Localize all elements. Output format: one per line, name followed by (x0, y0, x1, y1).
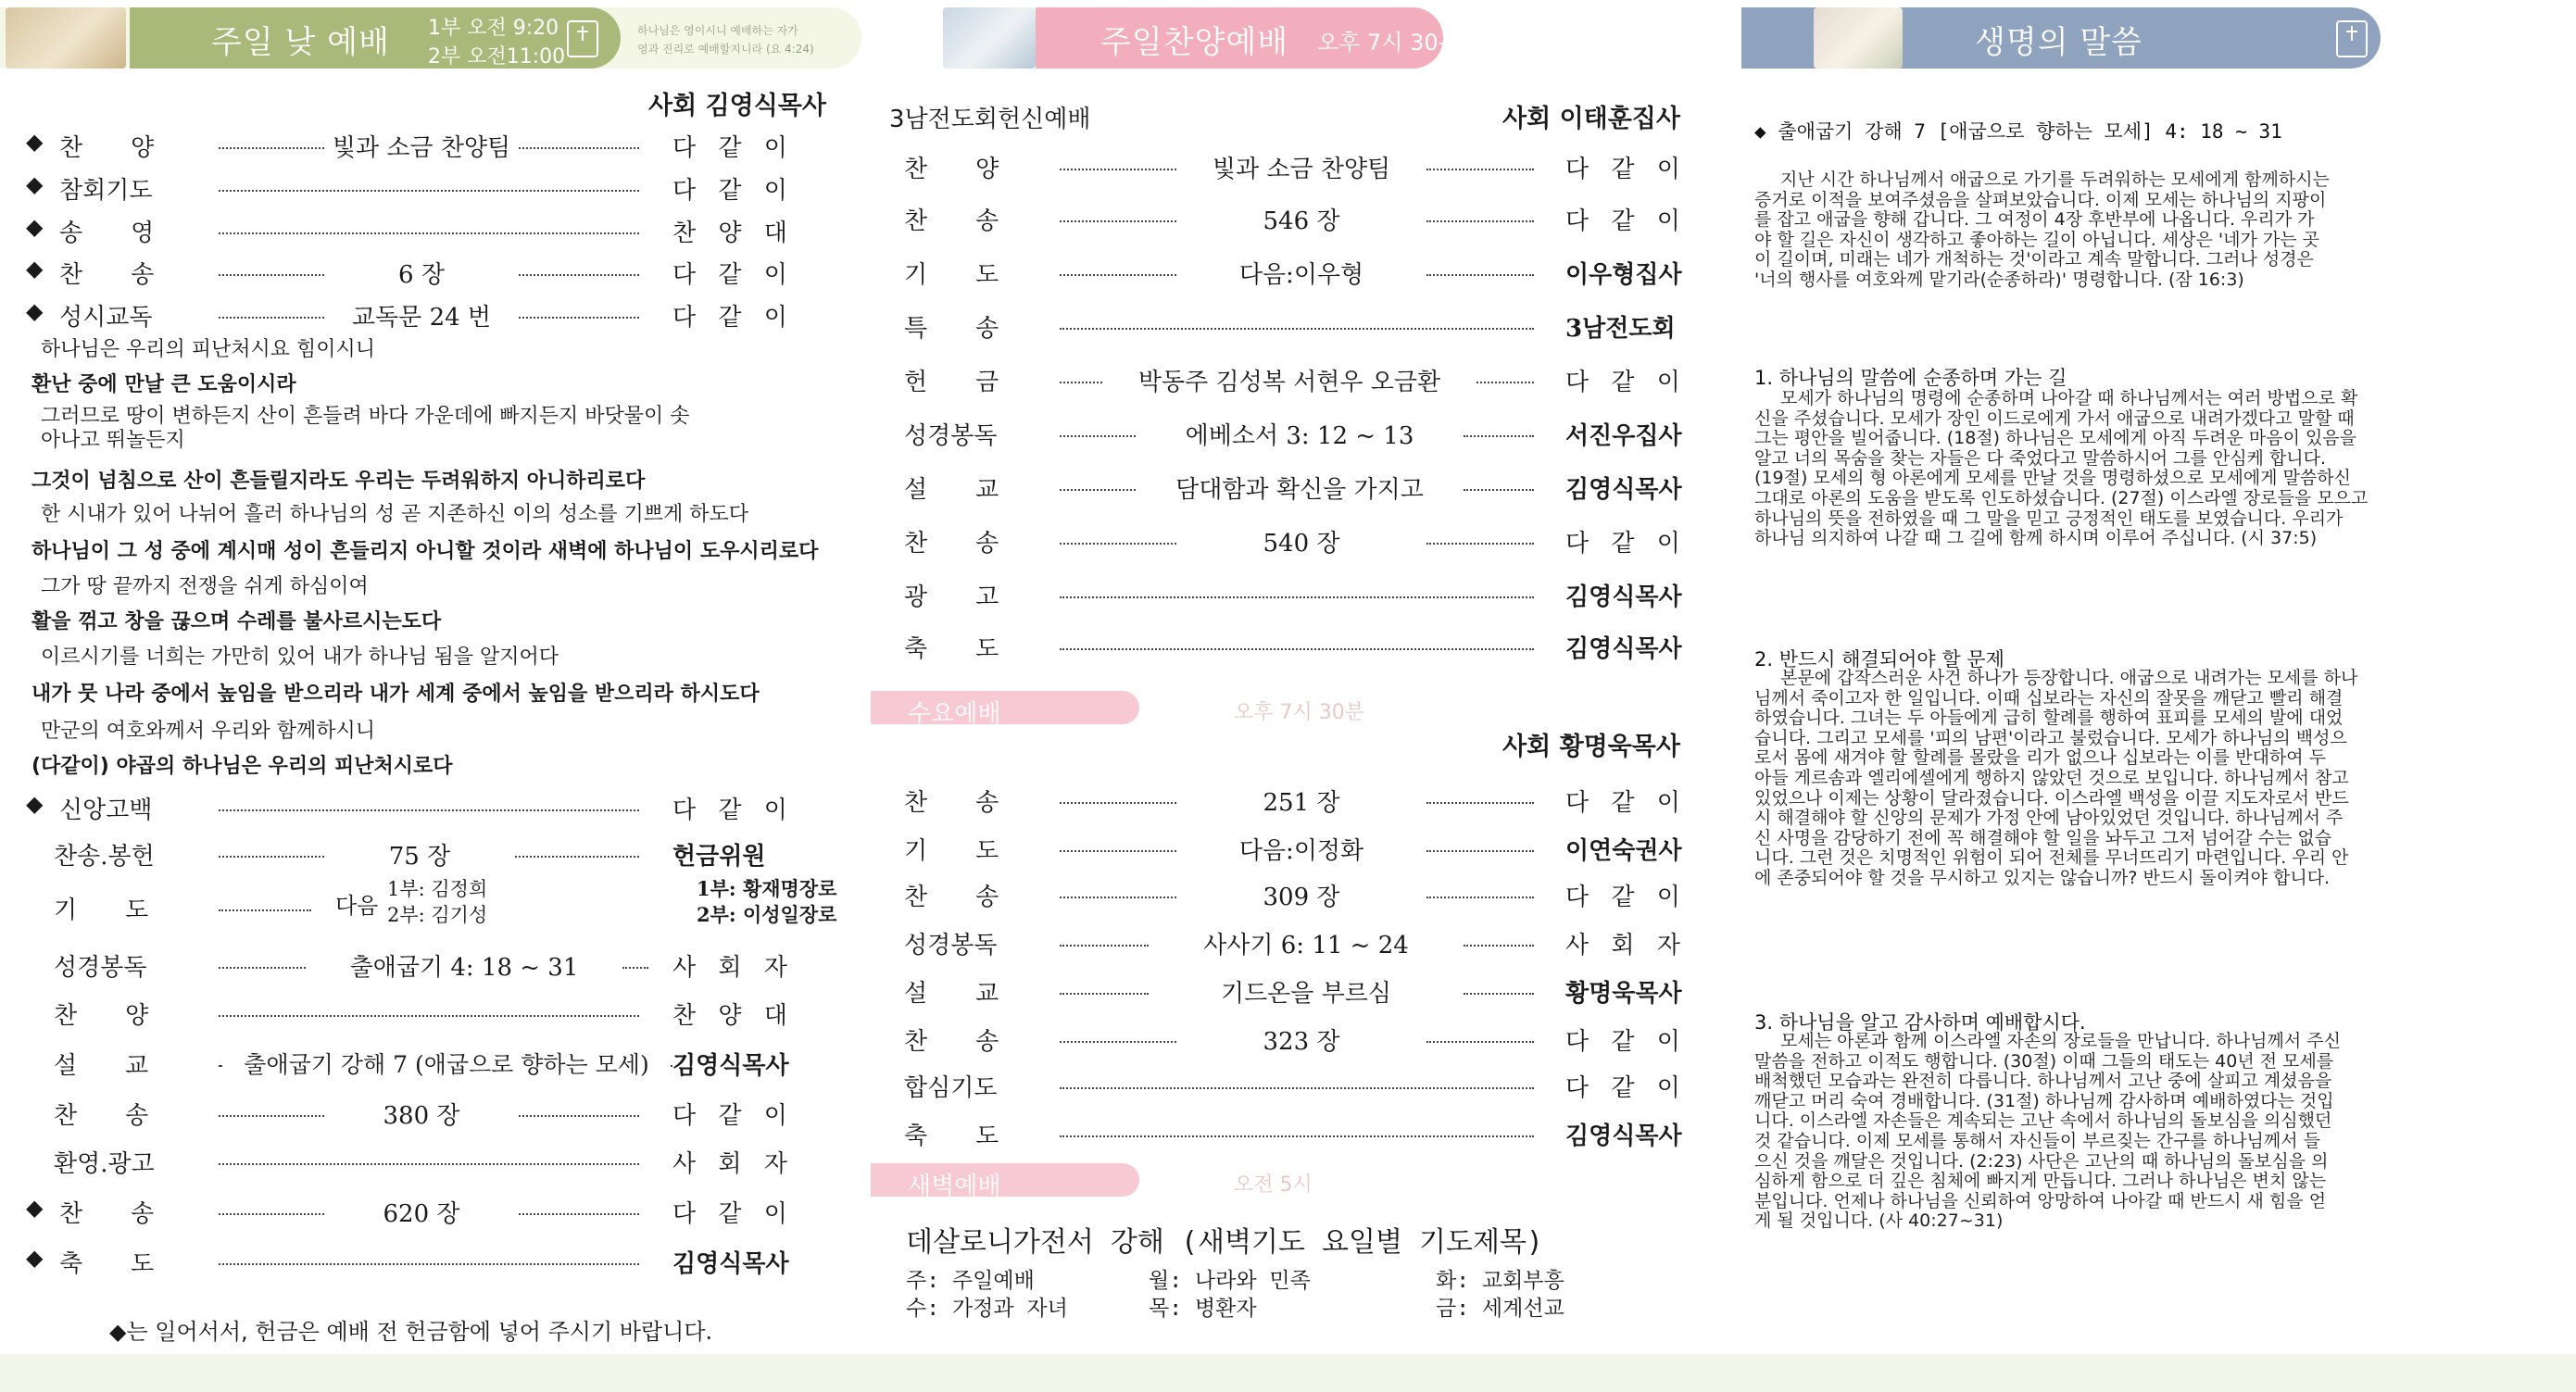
dot-leader (1476, 359, 1534, 383)
dot-leader (1426, 780, 1534, 804)
dawn-title: 새벽예배 (908, 1173, 1001, 1200)
order-content: 251 장 (1263, 789, 1340, 817)
sunday-evening-title: 주일찬양예배 (1100, 24, 1289, 61)
order-person: 다 같 이 (1565, 369, 1688, 396)
service-time-2: 2부 오전11:00 (428, 45, 566, 69)
diamond-mark: ◆ (26, 1195, 44, 1221)
order-row (0, 1191, 866, 1228)
sermon-line: 하나님 의지하여 나갈 때 그 길에 함께 하시며 이루어 주십니다. (시 37:5) (1754, 528, 2318, 549)
sermon-line: 에 존중되어야 할 것을 무시하고 있지는 않습니까? 반드시 돌이켜야 합니다. (1754, 868, 2331, 888)
order-content: 에베소서 3: 12 ~ 13 (1185, 422, 1414, 450)
order-person: 다 같 이 (672, 1102, 795, 1130)
order-person: 다 같 이 (672, 261, 795, 289)
dot-leader (1464, 413, 1534, 437)
dot-leader (1464, 922, 1534, 947)
order-person: 사 회 자 (672, 1150, 795, 1178)
dot-leader (1060, 146, 1176, 170)
order-label: 기 도 (904, 261, 999, 289)
dot-leader (1060, 626, 1534, 650)
dot-leader (1426, 828, 1534, 852)
dawn-time: 오전 5시 (1234, 1173, 1313, 1197)
order-label: 기 도 (54, 897, 149, 924)
dot-leader (219, 210, 639, 234)
dot-leader (219, 1191, 324, 1215)
order-row (0, 125, 866, 162)
responsive-line: 하나님이 그 성 중에 계시매 성이 흔들리지 아니할 것이라 새벽에 하나님이 도우시리로다 (31, 540, 819, 563)
order-content: 빛과 소금 찬양팀 (332, 134, 511, 162)
dot-leader (519, 252, 639, 276)
dot-leader (1426, 146, 1534, 170)
sermon-line: 있었으나 이제는 상황이 달라졌습니다. 이스라엘 백성을 이끌 지도자로서 반드 (1754, 787, 2349, 809)
order-row (871, 780, 1723, 817)
page-footer-band (0, 1354, 2576, 1392)
order-label: 환영.광고 (54, 1150, 155, 1178)
sermon-line: 분입니다. 언제나 하나님을 신뢰하여 앙망하여 나아갈 때 반드시 새 힘을 얻 (1754, 1190, 2327, 1211)
order-label: 찬 양 (54, 1002, 149, 1030)
order-label: 설 교 (54, 1052, 149, 1080)
order-person: 3남전도회 (1565, 315, 1676, 343)
point-1-title: 1. 하나님의 말씀에 순종하며 가는 길 (1754, 367, 2067, 389)
order-label: 축 도 (904, 1122, 999, 1150)
dot-leader (219, 887, 311, 911)
order-label: 축 도 (59, 1250, 155, 1278)
order-person: 다 같 이 (1565, 1028, 1688, 1056)
order-label: 송 영 (59, 219, 155, 247)
prayer-next-1: 1부: 김정희 (387, 878, 488, 900)
sermon-line: 이 길이며, 미래는 네가 개척하는 것'이라고 계속 말합니다. 그러나 성경은 (1754, 249, 2314, 270)
order-person: 사 회 자 (1565, 932, 1688, 959)
order-row (0, 787, 866, 824)
order-row (871, 520, 1723, 558)
order-content: 빛과 소금 찬양팀 (1212, 156, 1391, 183)
wednesday-section-header (871, 691, 1139, 728)
order-row (0, 210, 866, 247)
cross-photo (6, 7, 126, 69)
order-row (871, 874, 1723, 911)
dot-leader (219, 1141, 639, 1165)
order-content: 사사기 6: 11 ~ 24 (1203, 932, 1409, 959)
order-person: 김영식목사 (1565, 635, 1682, 663)
order-content: 6 장 (398, 261, 445, 289)
order-content: 기드온을 부르심 (1220, 980, 1392, 1008)
sermon-line: 신 사명을 감당하기 전에 꼭 해결해야 할 일을 놔두고 그저 넘어갈 수는 없습 (1754, 827, 2332, 848)
order-row (0, 834, 866, 871)
dot-leader (515, 834, 639, 858)
footnote: ◆는 일어서서, 헌금은 예배 전 헌금함에 넣어 주시기 바랍니다. (109, 1319, 713, 1345)
prayer-topic: 목: 병환자 (1149, 1297, 1257, 1321)
order-row (871, 828, 1723, 865)
dot-leader (219, 295, 324, 319)
dot-leader (219, 1093, 324, 1117)
order-label: 찬송.봉헌 (54, 843, 155, 871)
dot-leader (1060, 252, 1176, 276)
order-content: 546 장 (1263, 207, 1340, 235)
order-label: 찬 송 (904, 530, 999, 558)
order-row (871, 252, 1723, 289)
sunday-morning-column (0, 0, 866, 1392)
order-label: 헌 금 (904, 369, 999, 396)
sermon-line: 그대로 아론의 도움을 받도록 인도하셨습니다. (27절) 이스라엘 장로들을 모으고 (1754, 488, 2369, 508)
sermon-line: 하였습니다. 그녀는 두 아들에게 급히 할례를 행하여 표피를 모세의 발에 대었 (1754, 708, 2344, 729)
dot-leader (1060, 359, 1102, 383)
order-person: 다 같 이 (672, 304, 795, 332)
sermon-line: 아들 게르솜과 엘리에셀에게 행하지 않았던 것으로 보입니다. 하나님께서 참고 (1754, 768, 2349, 788)
order-label: 합심기도 (904, 1074, 998, 1102)
order-row (871, 413, 1723, 450)
dot-leader (1060, 1019, 1176, 1043)
responsive-line: 그가 땅 끝까지 전쟁을 쉬게 하심이여 (41, 575, 369, 598)
order-person: 다 같 이 (672, 134, 795, 162)
order-row (0, 1093, 866, 1130)
dot-leader (1464, 467, 1534, 491)
service-time-1: 1부 오전 9:20 (428, 17, 559, 40)
sermon-line: 배척했던 모습과는 완전히 다릅니다. 하나님께서 고난 중에 살피고 계셨음을 (1754, 1071, 2332, 1092)
header-verse-1: 하나님은 영이시니 예배하는 자가 (637, 24, 798, 37)
dot-leader (1426, 198, 1534, 222)
order-row (0, 295, 866, 332)
order-person: 다 같 이 (672, 796, 795, 824)
sermon-line: 신을 주셨습니다. 모세가 장인 이드로에게 가서 애굽으로 내려가겠다고 말할 때 (1754, 408, 2355, 429)
order-label: 찬 양 (59, 134, 155, 162)
responsive-line: (다같이) 야곱의 하나님은 우리의 피난처시로다 (31, 755, 453, 778)
dot-leader (1426, 874, 1534, 898)
sermon-line: (19절) 모세의 형 아론에게 모세를 만날 것을 명령하셨으로 모세에게 말씀하신 (1754, 468, 2351, 489)
order-person: 찬 양 대 (672, 1002, 795, 1030)
sermon-line: 알고 너의 목숨을 찾는 자들은 다 죽었다고 말씀하시어 그를 안심케 합니다. (1754, 447, 2327, 469)
order-label: 찬 송 (59, 261, 155, 289)
responsive-line: 내가 뭇 나라 중에서 높임을 받으리라 내가 세계 중에서 높임을 받으리라 하시도다 (31, 683, 760, 706)
sermon-line: 심하게 함으로 더 깊은 침체에 빠지게 만듭니다. 그러나 하나님은 변치 않는 (1754, 1171, 2327, 1192)
sermon-line: 증거로 이적을 보여주셨음을 살펴보았습니다. 이제 모세는 하나님의 지팡이 (1754, 189, 2327, 210)
order-row (0, 1043, 866, 1080)
order-person: 다 같 이 (1565, 530, 1688, 558)
order-label: 설 교 (904, 476, 999, 504)
prayer-topic: 주: 주일예배 (906, 1269, 1035, 1293)
dot-leader (219, 787, 639, 811)
dot-leader (1426, 1019, 1534, 1043)
order-person: 찬 양 대 (672, 219, 795, 247)
order-content: 540 장 (1263, 530, 1340, 558)
order-content: 다음:이정화 (1238, 837, 1364, 865)
dot-leader (519, 125, 639, 149)
dot-leader (1060, 780, 1176, 804)
sunday-morning-header (0, 7, 866, 69)
order-row (0, 1141, 866, 1178)
dot-leader (1060, 574, 1534, 598)
sunday-morning-title: 주일 낮 예배 (211, 24, 390, 61)
order-person: 김영식목사 (672, 1052, 789, 1080)
order-label: 찬 송 (904, 789, 999, 817)
responsive-line: 환난 중에 만날 큰 도움이시라 (31, 373, 296, 396)
sermon-line: 하나님의 뜻을 전하였을 때 그 말을 믿고 긍정적인 태도를 보였습니다. 우리가 (1754, 508, 2344, 529)
sermon-line: 모세는 아론과 함께 이스라엘 자손의 장로들을 만납니다. 하나님께서 주신 (1780, 1031, 2341, 1051)
order-row (871, 626, 1723, 663)
sermon-line: 본문에 갑작스러운 사건 하나가 등장합니다. 애굽으로 내려가는 모세를 하나 (1780, 668, 2358, 688)
order-content: 75 장 (388, 843, 451, 871)
responsive-line: 한 시내가 있어 나뉘어 흘러 하나님의 성 곧 지존하신 이의 성소를 기쁘게 하도다 (41, 503, 748, 526)
dot-leader (519, 1191, 639, 1215)
dot-leader (1060, 520, 1176, 545)
point-3-title: 3. 하나님을 알고 감사하며 예배합시다. (1754, 1011, 2086, 1034)
flower-photo (1814, 7, 1903, 69)
order-row (871, 146, 1723, 183)
dot-leader (1060, 971, 1149, 995)
sermon-heading: ◆ 출애굽기 강해 7 [애굽으로 향하는 모세] 4: 18 ~ 31 (1754, 120, 2282, 143)
prayer-topic: 화: 교회부흥 (1436, 1269, 1564, 1293)
order-row (871, 1065, 1723, 1102)
diamond-mark: ◆ (26, 214, 44, 240)
sermon-line: 으신 것을 깨달은 것입니다. (2:23) 사단은 고난의 때 하나님의 돌보심을 의 (1754, 1150, 2329, 1172)
diamond-mark: ◆ (26, 171, 44, 197)
order-person: 다 같 이 (1565, 789, 1688, 817)
wednesday-title: 수요예배 (908, 700, 1001, 728)
order-label: 설 교 (904, 980, 999, 1008)
hands-photo (943, 7, 1036, 69)
dot-leader (219, 1241, 639, 1265)
sermon-line: 그는 평안을 빌어줍니다. (18절) 하나님은 모세에게 아직 두려운 마음이 있음을 (1754, 428, 2357, 449)
order-person: 이우형집사 (1565, 261, 1682, 289)
responsive-line: 이르시기를 너희는 가만히 있어 내가 하나님 됨을 알지어다 (41, 646, 559, 669)
wednesday-presider: 사회 황명욱목사 (1502, 733, 1680, 761)
order-content: 다음:이우형 (1238, 261, 1364, 289)
dot-leader (219, 834, 324, 858)
order-row (871, 1019, 1723, 1056)
diamond-mark: ◆ (26, 129, 44, 155)
order-person: 김영식목사 (1565, 476, 1682, 504)
sunday-evening-column (871, 0, 1723, 1392)
church-icon (2336, 20, 2368, 57)
dot-leader (622, 945, 648, 969)
dawn-heading: 데살로니가전서 강해 (새벽기도 요일별 기도제목) (906, 1226, 1543, 1259)
dot-leader (1060, 467, 1136, 491)
prayer-leader-1: 1부: 황재명장로 (697, 877, 837, 900)
diamond-mark: ◆ (26, 791, 44, 817)
dot-leader (219, 945, 306, 969)
dot-leader (219, 125, 324, 149)
dot-leader (1060, 828, 1176, 852)
order-row (0, 993, 866, 1030)
order-label: 찬 송 (59, 1200, 155, 1228)
responsive-line: 하나님은 우리의 피난처시요 힘이시니 (41, 338, 376, 361)
order-label: 찬 양 (904, 156, 999, 183)
dot-leader (519, 295, 639, 319)
order-content: 380 장 (383, 1102, 460, 1130)
responsive-line: 그러므로 땅이 변하든지 산이 흔들려 바다 가운데에 빠지든지 바닷물이 솟 (41, 405, 690, 428)
dot-leader (1464, 971, 1534, 995)
sermon-line: 깨닫고 머리 숙여 경배합니다. (31절) 하나님께 감사하며 예배하였다는 것입 (1754, 1090, 2334, 1111)
responsive-line: 그것이 넘침으로 산이 흔들릴지라도 우리는 두려워하지 아니하리로다 (31, 470, 646, 493)
order-person: 다 같 이 (1565, 884, 1688, 911)
diamond-mark: ◆ (26, 1245, 44, 1271)
prayer-next: 다음 (335, 893, 379, 919)
word-of-life-column (1741, 0, 2576, 1392)
dot-leader (1060, 874, 1176, 898)
order-content: 교독문 24 번 (351, 304, 492, 332)
order-content: 309 장 (1263, 884, 1340, 911)
order-label: 성경봉독 (54, 954, 147, 982)
dot-leader (1060, 306, 1534, 330)
diamond-mark: ◆ (26, 256, 44, 282)
sermon-line: 를 잡고 애굽을 향해 갑니다. 그 여정이 4장 후반부에 나옵니다. 우리가 가 (1754, 209, 2315, 231)
diamond-mark: ◆ (26, 298, 44, 324)
order-person: 사 회 자 (672, 954, 795, 982)
order-content: 출애굽기 강해 7 (애굽으로 향하는 모세) (244, 1051, 649, 1078)
order-label: 성시교독 (59, 304, 153, 332)
order-row (871, 198, 1723, 235)
prayer-topic: 금: 세계선교 (1436, 1297, 1564, 1321)
order-person: 다 같 이 (672, 177, 795, 205)
order-person: 헌금위원 (672, 843, 766, 871)
order-person: 김영식목사 (1565, 1122, 1682, 1150)
order-row (871, 574, 1723, 611)
sermon-line: 지난 시간 하나님께서 애굽으로 가기를 두려워하는 모세에게 함께하시는 (1780, 169, 2330, 190)
order-row (871, 359, 1723, 396)
dot-leader (519, 1093, 639, 1117)
order-label: 성경봉독 (904, 932, 998, 959)
responsive-line: 아나고 뛰놀든지 (41, 429, 185, 452)
order-label: 신앙고백 (59, 796, 153, 824)
order-row (0, 945, 866, 982)
church-icon (567, 20, 598, 57)
sermon-line: 말씀을 전하고 이적도 행합니다. (30절) 이때 그들의 태도는 40년 전 모세를 (1754, 1050, 2334, 1072)
sermon-line: 니다. 이스라엘 자손들은 계속되는 고난 속에서 하나님의 돌보심을 의심했던 (1754, 1110, 2332, 1132)
order-label: 찬 송 (904, 884, 999, 911)
wednesday-time: 오후 7시 30분 (1234, 701, 1364, 724)
word-of-life-header (1741, 7, 2576, 69)
dot-leader (1060, 198, 1176, 222)
order-label: 특 송 (904, 315, 999, 343)
dawn-section-header (871, 1163, 1139, 1200)
order-label: 찬 송 (904, 207, 999, 235)
order-row (871, 1113, 1723, 1150)
sermon-line: 로서 몸에 새겨야 할 할례를 몰랐을 리가 없으나 십보라는 이를 반대하여 두 (1754, 747, 2327, 769)
order-row (0, 252, 866, 289)
order-person: 다 같 이 (1565, 156, 1688, 183)
sermon-line: 님께서 죽이고자 한 일입니다. 이때 십보라는 자신의 잘못을 깨닫고 빨리 해결 (1754, 687, 2344, 709)
prayer-topic: 월: 나라와 민족 (1149, 1269, 1311, 1293)
order-person: 다 같 이 (1565, 1074, 1688, 1102)
sunday-evening-time: 오후 7시 30분 (1317, 30, 1460, 56)
order-label: 광 고 (904, 583, 999, 611)
dot-leader (1060, 922, 1149, 947)
word-of-life-title: 생명의 말씀 (1975, 24, 2143, 61)
order-person: 다 같 이 (1565, 207, 1688, 235)
presider: 사회 김영식목사 (648, 92, 826, 120)
dot-leader (1426, 520, 1534, 545)
dot-leader (1060, 413, 1136, 437)
sermon-line: 모세가 하나님의 명령에 순종하며 나아갈 때 하나님께서는 여러 방법으로 확 (1780, 388, 2358, 408)
sermon-line: 니다. 그런 것은 치명적인 위험이 되어 전체를 무너뜨리기 마련입니다. 우리 안 (1754, 847, 2349, 869)
sunday-evening-header (871, 7, 1723, 69)
order-row (871, 971, 1723, 1008)
order-person: 서진우집사 (1565, 422, 1682, 450)
order-label: 성경봉독 (904, 422, 998, 450)
responsive-line: 만군의 여호와께서 우리와 함께하시니 (41, 720, 376, 743)
order-person: 다 같 이 (672, 1200, 795, 1228)
order-content: 출애굽기 4: 18 ~ 31 (349, 954, 579, 982)
order-content: 323 장 (1263, 1028, 1340, 1056)
sermon-line: '너의 행사를 여호와께 맡기라(순종하라)' 명령합니다. (잠 16:3) (1754, 270, 2244, 290)
order-row (871, 306, 1723, 343)
sermon-line: 것 같습니다. 이제 모세를 통해서 자신들이 부르짖는 간구를 하나님께서 들 (1754, 1131, 2321, 1151)
dot-leader (1060, 1065, 1534, 1089)
dot-leader (219, 993, 639, 1017)
order-label: 참회기도 (59, 177, 153, 205)
point-2-title: 2. 반드시 해결되어야 할 문제 (1754, 648, 2004, 671)
order-row (871, 922, 1723, 959)
responsive-line: 활을 꺾고 창을 끊으며 수레를 불사르시는도다 (31, 610, 442, 633)
order-row (0, 1241, 866, 1278)
order-content: 박동주 김성복 서현우 오금환 (1137, 369, 1441, 396)
order-row (0, 168, 866, 205)
order-label: 찬 송 (54, 1102, 149, 1130)
order-person: 이연숙권사 (1565, 837, 1682, 865)
order-person: 김영식목사 (672, 1250, 789, 1278)
dot-leader (1060, 1113, 1534, 1137)
order-label: 찬 송 (904, 1028, 999, 1056)
dot-leader (219, 252, 324, 276)
order-label: 축 도 (904, 635, 999, 663)
service-name: 3남전도회헌신예배 (889, 106, 1091, 133)
order-person: 황명욱목사 (1565, 980, 1682, 1008)
evening-presider: 사회 이태훈집사 (1502, 105, 1680, 133)
order-person: 김영식목사 (1565, 583, 1682, 611)
order-content: 620 장 (383, 1200, 460, 1228)
prayer-leader-2: 2부: 이성일장로 (697, 903, 837, 926)
prayer-topic: 수: 가정과 자녀 (906, 1297, 1068, 1321)
header-verse-2: 영과 진리로 예배할지니라 (요 4:24) (637, 43, 814, 56)
dot-leader (1426, 252, 1534, 276)
dot-leader (219, 168, 639, 192)
order-label: 기 도 (904, 837, 999, 865)
prayer-next-2: 2부: 김기성 (387, 904, 488, 926)
sermon-line: 야 할 길은 자신이 생각하고 좋아하는 길이 아닙니다. 세상은 '네가 가는 곳 (1754, 229, 2319, 250)
order-row (871, 467, 1723, 504)
sermon-line: 습니다. 그리고 모세를 '피의 남편'이라고 불렀습니다. 모세가 하나님의 백성으 (1754, 727, 2347, 748)
order-content: 담대함과 확신을 가지고 (1175, 476, 1424, 504)
sermon-line: 시 해결해야 할 신앙의 문제가 가정 안에 남아있었던 것입니다. 하나님께서 주 (1754, 808, 2344, 829)
sermon-line: 게 될 것입니다. (사 40:27~31) (1754, 1210, 2004, 1232)
